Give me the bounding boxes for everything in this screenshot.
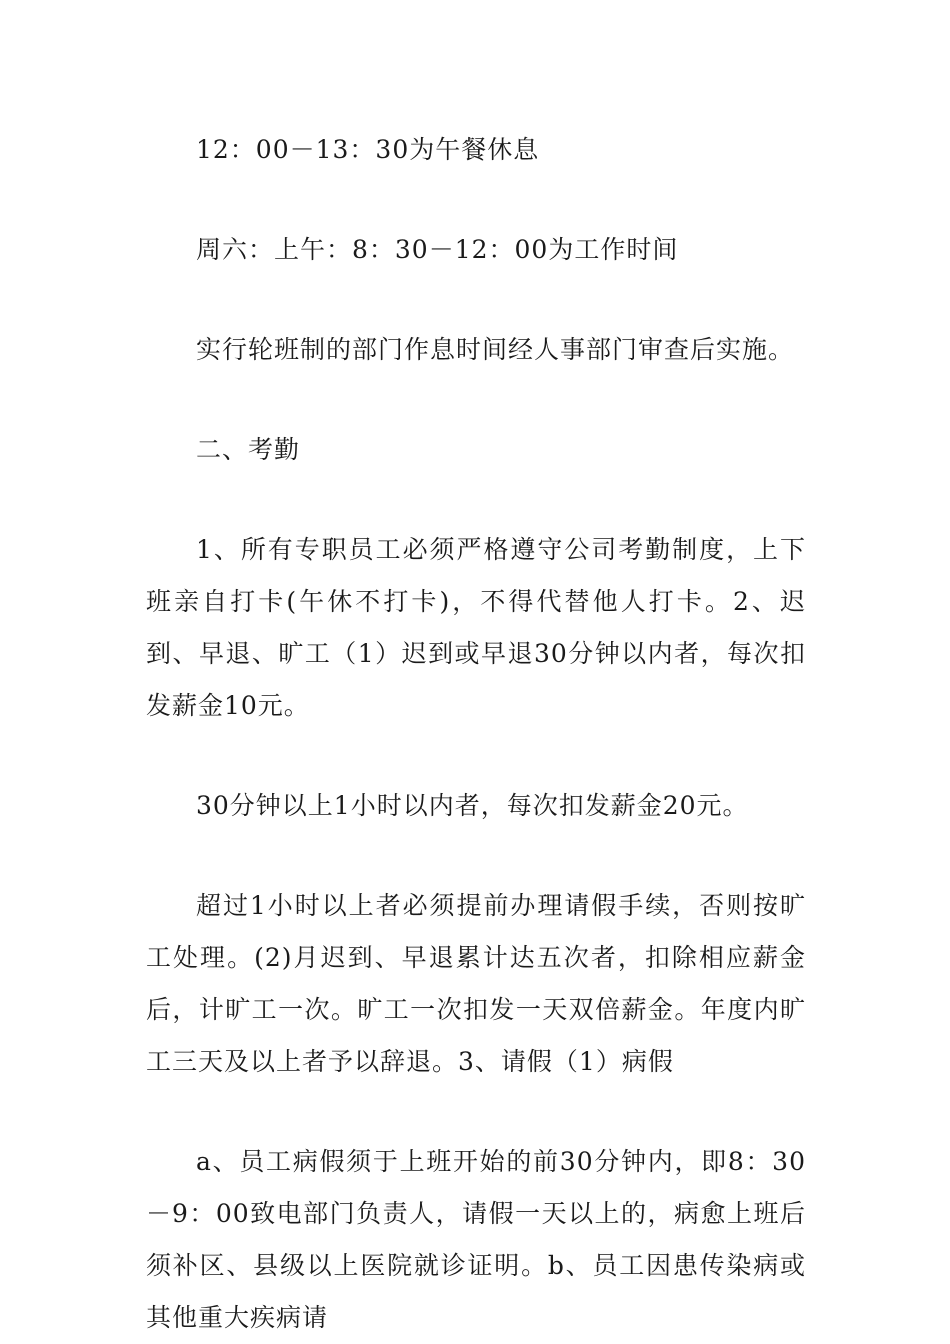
- paragraph-shift-schedule: 实行轮班制的部门作息时间经人事部门审查后实施。: [196, 335, 795, 364]
- paragraph-saturday-hours: 周六：上午：8：30－12：00为工作时间: [196, 235, 679, 264]
- paragraph-spacer: [146, 376, 806, 424]
- paragraph-spacer: [146, 476, 806, 524]
- paragraph-spacer: [146, 176, 806, 224]
- paragraph-sick-leave: a、员工病假须于上班开始的前30分钟内，即8：30－9：00致电部门负责人，请假一天以上的，病愈上班后须补区、县级以上医院就诊证明。b、员工因患传染病或其他重大疾病请: [146, 1147, 806, 1332]
- paragraph-clock-in-rules: 1、所有专职员工必须严格遵守公司考勤制度，上下班亲自打卡(午休不打卡)，不得代替他人打卡。2、迟到、早退、旷工（1）迟到或早退30分钟以内者，每次扣发薪金10元。: [146, 535, 806, 720]
- paragraph-spacer: [146, 276, 806, 324]
- section-heading-attendance: 二、考勤: [196, 435, 301, 464]
- paragraph-lunch-break: 12：00－13：30为午餐休息: [196, 135, 540, 164]
- paragraph-late-penalty: 30分钟以上1小时以内者，每次扣发薪金20元。: [196, 791, 749, 820]
- paragraph-spacer: [146, 732, 806, 780]
- paragraph-spacer: [146, 1088, 806, 1136]
- document-body: [146, 124, 806, 1344]
- paragraph-spacer: [146, 832, 806, 880]
- paragraph-absence-rules: 超过1小时以上者必须提前办理请假手续，否则按旷工处理。(2)月迟到、早退累计达五次者，扣除相应薪金后，计旷工一次。旷工一次扣发一天双倍薪金。年度内旷工三天及以上者予以辞退。3、请假（1）病假: [146, 891, 806, 1076]
